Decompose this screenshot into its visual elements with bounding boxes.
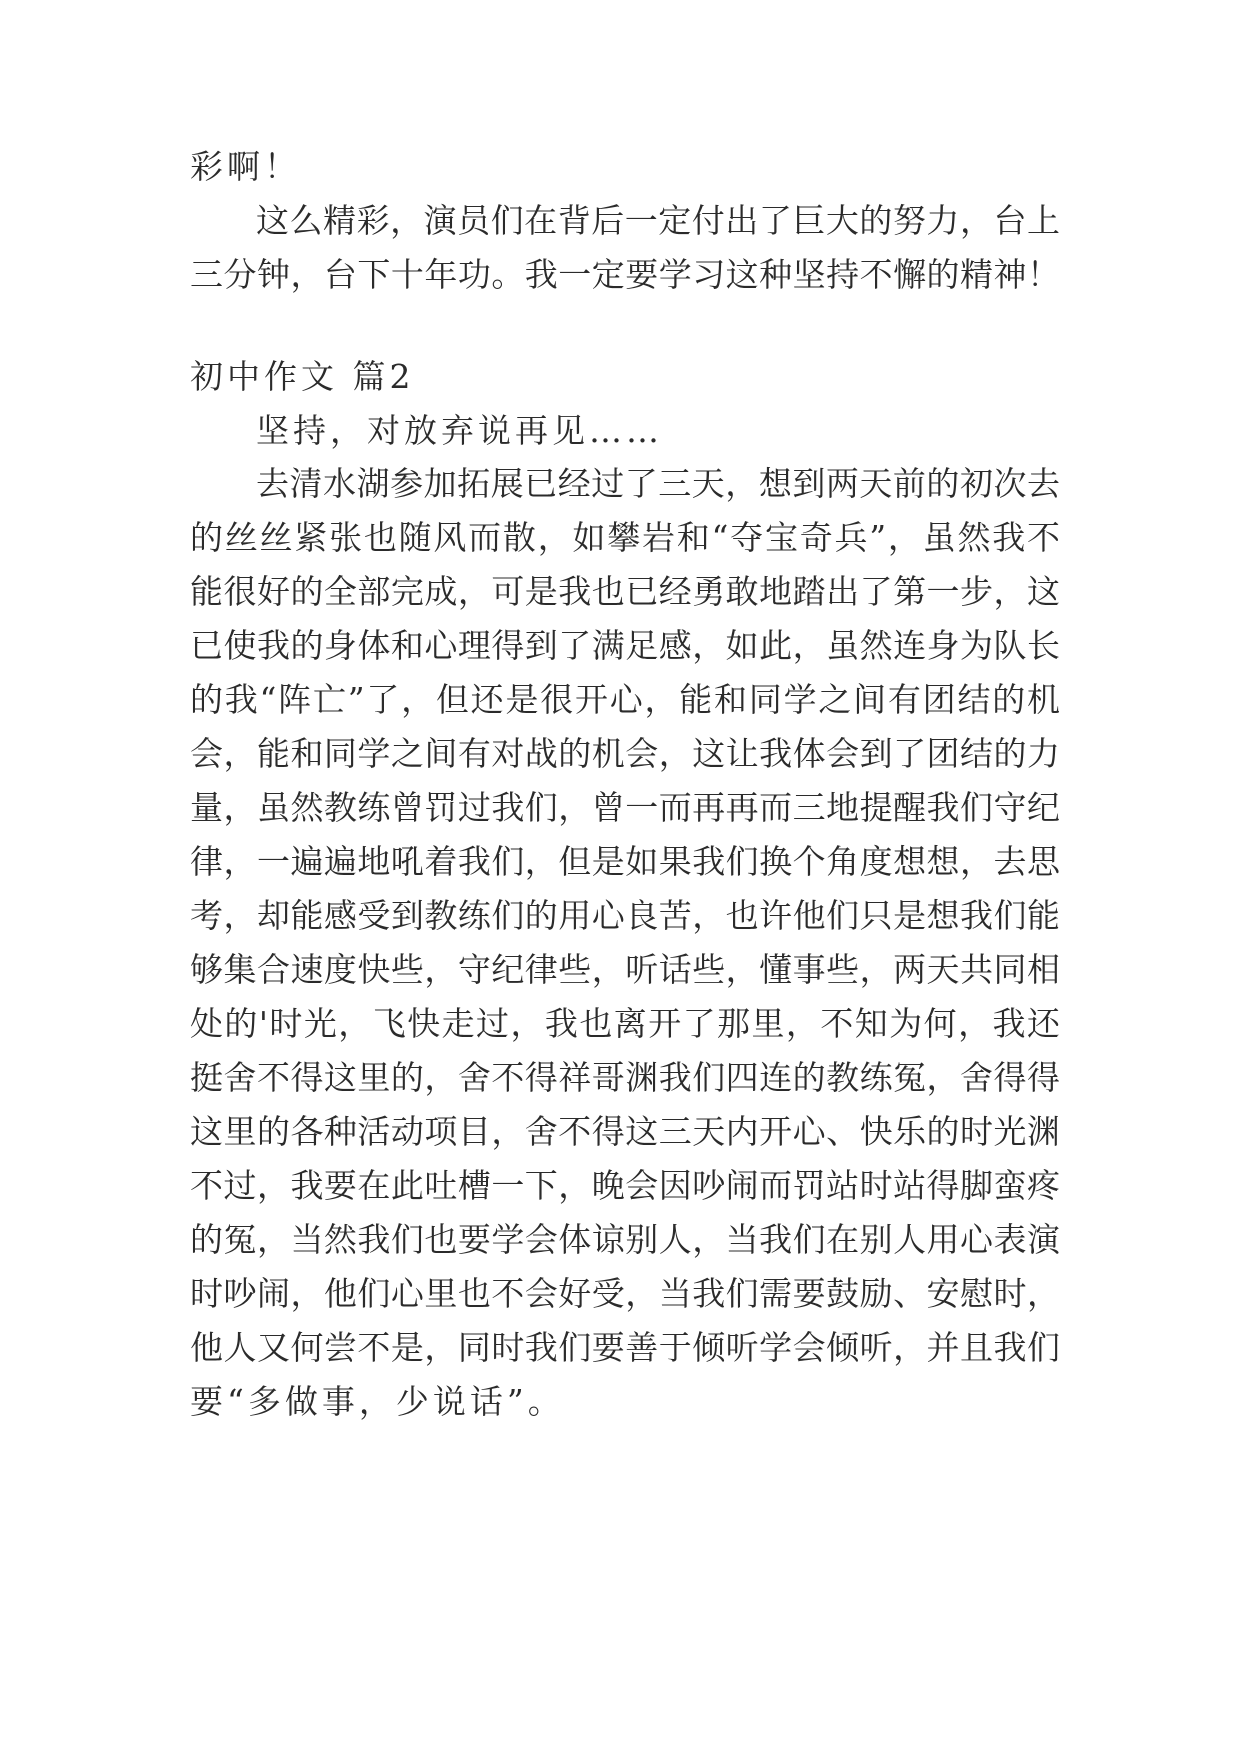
prev-paragraph-tail: 彩啊！ <box>190 147 301 186</box>
body-line: 律，一遍遍地吼着我们，但是如果我们换个角度想想，去思 <box>190 842 1060 881</box>
body-line: 的丝丝紧张也随风而散，如攀岩和“夺宝奇兵”，虽然我不 <box>190 518 1060 557</box>
body-line: 够集合速度快些，守纪律些，听话些，懂事些，两天共同相 <box>190 950 1060 989</box>
section-title: 初中作文 篇2 <box>190 357 415 396</box>
body-line: 量，虽然教练曾罚过我们，曾一而再再而三地提醒我们守纪 <box>190 788 1060 827</box>
body-line: 考，却能感受到教练们的用心良苦，也许他们只是想我们能 <box>190 896 1060 935</box>
body-line: 挺舍不得这里的，舍不得祥哥渊我们四连的教练冤，舍得得 <box>190 1058 1060 1097</box>
essay-title: 坚持，对放弃说再见…… <box>256 411 663 450</box>
body-line: 时吵闹，他们心里也不会好受，当我们需要鼓励、安慰时， <box>190 1274 1060 1313</box>
prev-paragraph-line-1: 这么精彩，演员们在背后一定付出了巨大的努力，台上 <box>256 201 1060 240</box>
body-line: 去清水湖参加拓展已经过了三天，想到两天前的初次去 <box>256 464 1060 503</box>
body-line: 处的'时光，飞快走过，我也离开了那里，不知为何，我还 <box>190 1004 1060 1043</box>
body-line: 不过，我要在此吐槽一下，晚会因吵闹而罚站时站得脚蛮疼 <box>190 1166 1060 1205</box>
body-line-last: 要“多做事，少说话”。 <box>190 1382 565 1421</box>
prev-paragraph-line-2: 三分钟，台下十年功。我一定要学习这种坚持不懈的精神！ <box>190 255 1060 294</box>
body-line: 已使我的身体和心理得到了满足感，如此，虽然连身为队长 <box>190 626 1060 665</box>
body-line: 他人又何尝不是，同时我们要善于倾听学会倾听，并且我们 <box>190 1328 1060 1367</box>
body-line: 能很好的全部完成，可是我也已经勇敢地踏出了第一步，这 <box>190 572 1060 611</box>
body-line: 的冤，当然我们也要学会体谅别人，当我们在别人用心表演 <box>190 1220 1060 1259</box>
body-line: 这里的各种活动项目，舍不得这三天内开心、快乐的时光渊 <box>190 1112 1060 1151</box>
body-line: 会，能和同学之间有对战的机会，这让我体会到了团结的力 <box>190 734 1060 773</box>
body-line: 的我“阵亡”了，但还是很开心，能和同学之间有团结的机 <box>190 680 1060 719</box>
